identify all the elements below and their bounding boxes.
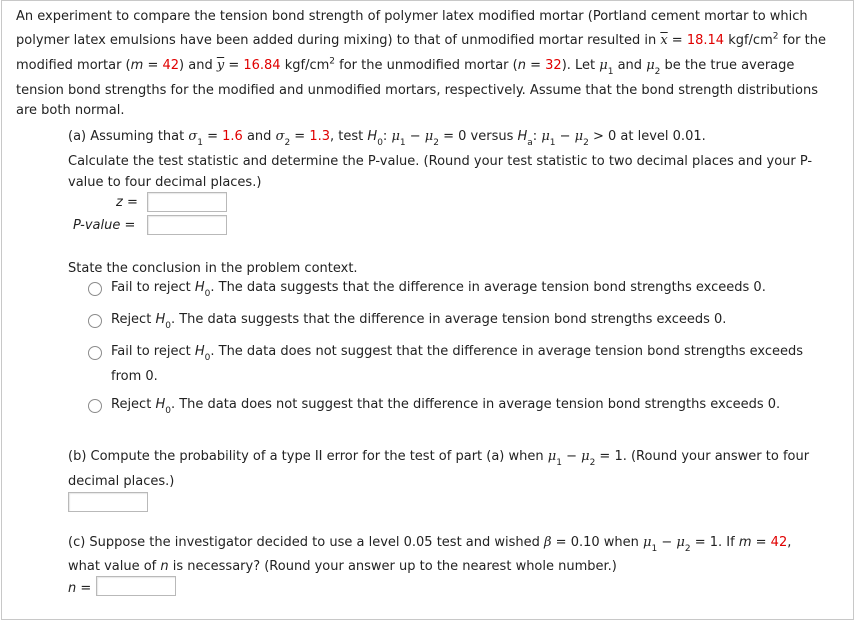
intro-line-2: polymer latex emulsions have been added during mixing) to that of unmodified mortar resulted in $\overline{x} = 18.14$ kgf/$cm^2$ for the [16, 31, 826, 48]
intro-line-5: are both normal. [16, 103, 125, 118]
option-3-label[interactable]: Fail to reject $H_0$. The data does not suggest that the difference in average tension bond strengths exceeds [111, 344, 804, 363]
z-label: z = [116, 195, 138, 210]
intro-line-4: tension bond strengths for the modified and unmodified mortars, respectively. Assume that the bond strength distributions [16, 83, 818, 98]
option-3-radio[interactable] [88, 346, 102, 360]
part-c-question: (c) Suppose the investigator decided to use a level 0.05 test and wished β = 0.10 when $\mu_1 - \mu_2 = 1$. If m = 42, [68, 535, 792, 554]
z-input[interactable] [147, 192, 227, 212]
n-input[interactable] [96, 576, 176, 596]
option-4-label[interactable]: Reject $H_0$. The data does not suggest that the difference in average tension bond strengths exceeds 0. [111, 397, 781, 416]
option-1-radio[interactable] [88, 282, 102, 296]
m-value: 42 [162, 58, 180, 73]
n-label: n = [68, 581, 92, 596]
option-2-radio[interactable] [88, 314, 102, 328]
p-value-label: P-value = [73, 218, 136, 233]
intro-line-3: modified mortar (m = 42) and $\overline{y} = 16.84$ kgf/$cm^2$ for the unmodified mortar (n = 32). Let $\mu_1$ and $\mu_2$ be the true average [16, 56, 795, 77]
intro-line-1: An experiment to compare the tension bond strength of polymer latex modified mortar (Portland cement mortar to which [16, 9, 808, 24]
part-b-question: (b) Compute the probability of a type II error for the test of part (a) when $\mu_1 - \mu_2 = 1$. (Round your answer to four [68, 449, 810, 468]
type-ii-error-input[interactable] [68, 492, 148, 512]
ybar-value: 16.84 [243, 58, 281, 73]
m-value-c: 42 [770, 535, 788, 550]
option-4-radio[interactable] [88, 399, 102, 413]
option-2-label[interactable]: Reject $H_0$. The data suggests that the difference in average tension bond strengths exceeds 0. [111, 312, 727, 331]
conclusion-prompt: State the conclusion in the problem context. [68, 261, 358, 276]
n-value: 32 [545, 58, 562, 73]
part-a-question: (a) Assuming that $\sigma_1 = 1.6$ and $\sigma_2 = 1.3$, test $H_0$: $\mu_1 - \mu_2 = 0$ versus $H_a$: $\mu_1 - \mu_2 > 0$ at level 0.01. [68, 129, 706, 148]
part-a-instructions-2: value to four decimal places.) [68, 175, 262, 190]
part-b-question-cont: decimal places.) [68, 474, 175, 489]
option-3-label-cont[interactable]: from 0. [111, 369, 158, 384]
part-a-instructions-1: Calculate the test statistic and determine the P-value. (Round your test statistic to two decimal places and your P- [68, 154, 813, 169]
p-value-input[interactable] [147, 215, 227, 235]
option-1-label[interactable]: Fail to reject $H_0$. The data suggests that the difference in average tension bond strengths exceeds 0. [111, 280, 766, 299]
part-c-question-cont: what value of n is necessary? (Round your answer up to the nearest whole number.) [68, 559, 617, 574]
xbar-value: 18.14 [686, 33, 725, 48]
